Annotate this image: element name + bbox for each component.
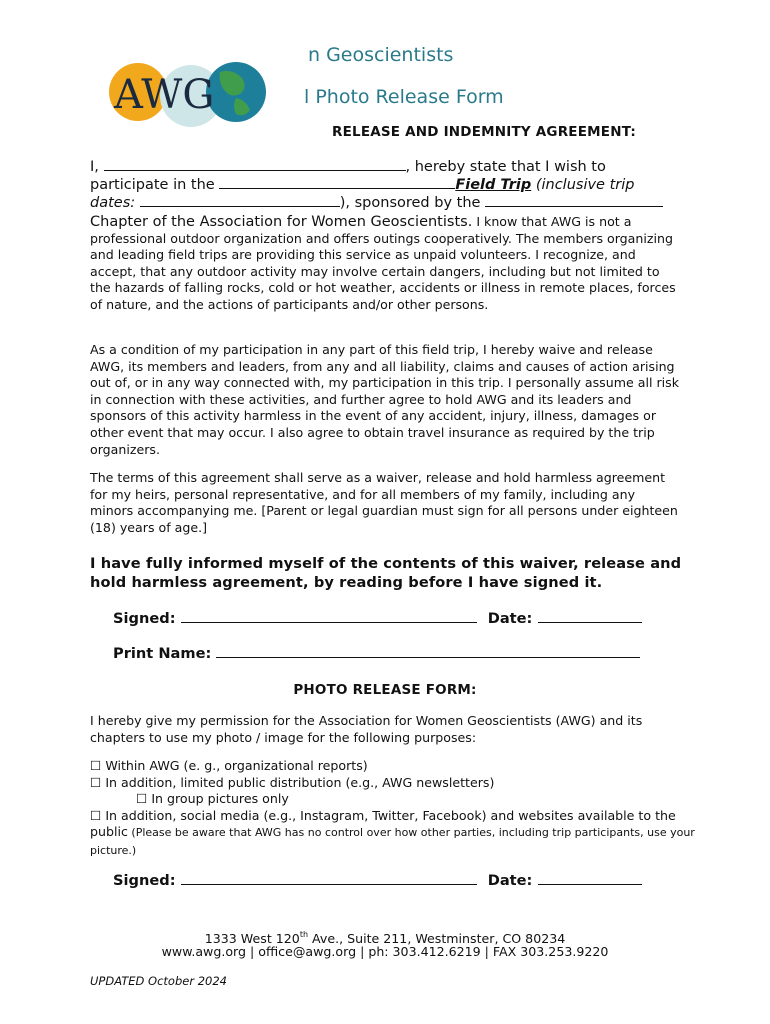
intro-participate-text: participate in the <box>90 177 220 193</box>
option-social-media-label: In addition, social media (e.g., Instagram, Twitter, Facebook) and websites available to the public <box>90 807 676 840</box>
intro-line-1 <box>90 158 680 176</box>
sponsor-chapter-blank[interactable] <box>485 194 663 207</box>
release-date-line[interactable] <box>538 612 642 623</box>
dates-label: dates: <box>90 195 140 211</box>
release-signed-label: Signed: <box>113 610 176 627</box>
intro-i-text: I, <box>90 159 104 175</box>
release-paragraph-1 <box>90 214 680 314</box>
release-intro <box>90 158 680 212</box>
trip-dates-blank[interactable] <box>140 194 340 207</box>
print-name-label: Print Name: <box>113 645 212 662</box>
photo-signature-line[interactable] <box>181 874 477 885</box>
intro-line-3 <box>90 194 680 212</box>
informed-statement: I have fully informed myself of the contents of this waiver, release and hold harmless agreement, by reading before I have signed it. <box>90 555 682 591</box>
address-part-b: Ave., Suite 211, Westminster, CO 80234 <box>308 931 566 946</box>
logo-text: AWG <box>114 72 215 118</box>
photo-option-group-pictures <box>90 791 700 808</box>
checkbox-group-pictures[interactable]: ☐ <box>136 791 148 807</box>
updated-date: UPDATED October 2024 <box>90 974 227 988</box>
awg-logo <box>108 58 268 128</box>
photo-option-within-awg <box>90 758 700 775</box>
photo-date-label: Date: <box>487 872 533 889</box>
chapter-text: Chapter of the Association for Women Geoscientists. <box>90 214 473 230</box>
release-paragraph-1-rest: I know that AWG is not a professional outdoor organization and offers outings cooperatively. The members organizing and leading field trips are providing this service as unpaid volunteers. I recognize, and accept, that any outdoor activity may involve certain dangers, including but not limited to the hazards of falling rocks, cold or hot weather, accidents or illness in remote places, forces of nature, and the actions of participants and/or other persons. <box>90 214 676 312</box>
photo-option-social-media <box>90 808 700 860</box>
photo-permission-text: I hereby give my permission for the Association for Women Geoscientists (AWG) and its chapters to use my photo / image for the following purposes: <box>90 713 643 745</box>
checkbox-limited-public[interactable]: ☐ <box>90 774 102 790</box>
release-signature-row <box>113 610 642 627</box>
org-name-heading: n Geoscientists <box>308 44 454 66</box>
photo-release-title: PHOTO RELEASE FORM: <box>293 682 477 698</box>
sponsored-by-text: ), sponsored by the <box>339 195 486 211</box>
option-limited-public-label: In addition, limited public distribution (e.g., AWG newsletters) <box>105 774 495 790</box>
release-paragraph-2: As a condition of my participation in any part of this field trip, I hereby waive and release AWG, its members and leaders, from any and all liability, claims and causes of action arising out of, or in any way connected with, my participation in this trip. I personally assume all risk in connection with these activities, and further agree to hold AWG and its leaders and sponsors of this activity harmless in the event of any accident, injury, illness, damages or other event that may occur. I also agree to obtain travel insurance as required by the trip organizers. <box>90 342 679 457</box>
release-date-label: Date: <box>487 610 533 627</box>
release-signature-line[interactable] <box>181 612 477 623</box>
release-title: RELEASE AND INDEMNITY AGREEMENT: <box>332 124 636 140</box>
photo-signature-row <box>113 872 642 889</box>
release-paragraph-3: The terms of this agreement shall serve as a waiver, release and hold harmless agreement for my heirs, personal representative, and for all members of my family, including any minors accompanying me. [Parent or legal guardian must sign for all persons under eighteen (18) years of age.] <box>90 470 678 535</box>
field-trip-name-blank[interactable] <box>219 176 455 189</box>
option-group-pictures-label: In group pictures only <box>151 791 289 807</box>
intro-state-text: , hereby state that I wish to <box>405 159 606 175</box>
footer-contact: www.awg.org | office@awg.org | ph: 303.412.6219 | FAX 303.253.9220 <box>161 944 609 959</box>
print-name-row <box>113 645 640 662</box>
inclusive-trip-text: (inclusive trip <box>531 177 635 193</box>
photo-date-line[interactable] <box>538 874 642 885</box>
intro-line-2 <box>90 176 680 194</box>
participant-name-blank[interactable] <box>104 158 406 171</box>
option-within-awg-label: Within AWG (e. g., organizational reports) <box>105 758 368 773</box>
address-part-a: 1333 West 120 <box>204 931 300 946</box>
photo-signed-label: Signed: <box>113 872 176 889</box>
checkbox-social-media[interactable]: ☐ <box>90 807 102 823</box>
checkbox-within-awg[interactable]: ☐ <box>90 758 102 773</box>
photo-options-list <box>90 758 700 860</box>
address-superscript: th <box>299 930 309 939</box>
social-media-note: (Please be aware that AWG has no control over how other parties, including trip participants, use your picture.) <box>90 826 695 857</box>
field-trip-label: Field Trip <box>455 177 532 193</box>
photo-option-limited-public <box>90 775 700 792</box>
form-name-heading: l Photo Release Form <box>304 86 504 108</box>
print-name-line[interactable] <box>216 647 640 658</box>
